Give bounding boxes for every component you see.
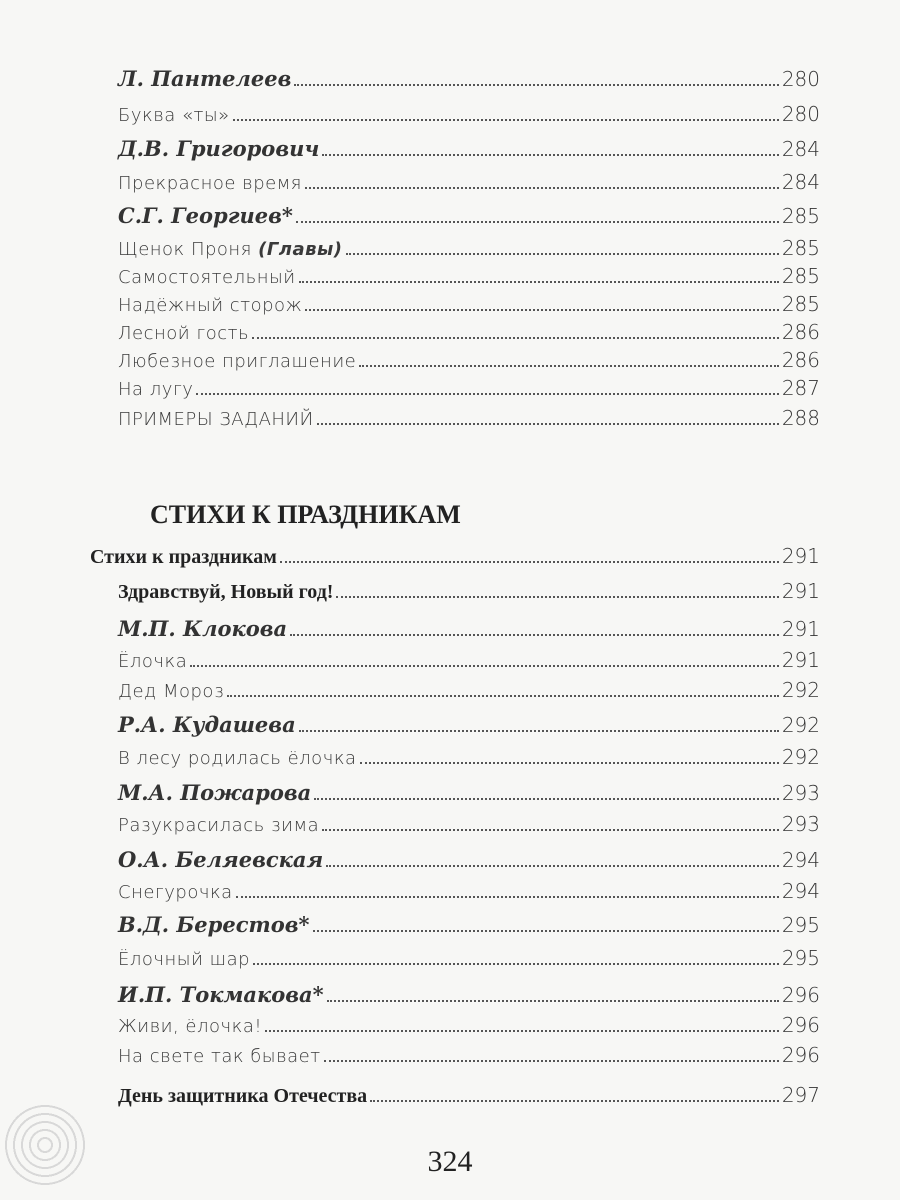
entry-page-number: 287 [781, 376, 820, 400]
entry-page-number: 295 [781, 913, 820, 937]
entry-title-text: Дед Мороз [118, 681, 225, 702]
entry-title-text: В.Д. Берестов* [118, 912, 310, 937]
entry-title [118, 778, 311, 808]
toc-entry-item [118, 809, 820, 839]
entry-title-text: На лугу [118, 379, 194, 400]
toc-entry-section [118, 1080, 820, 1110]
section-heading: СТИХИ К ПРАЗДНИКАМ [150, 500, 461, 529]
toc-entry-item [118, 261, 820, 291]
toc-entry-author [118, 910, 820, 940]
entry-title [118, 1042, 321, 1072]
toc-entry-author [118, 134, 820, 164]
toc-entry-item [118, 317, 820, 347]
toc-entry-section [118, 576, 820, 606]
entry-title-text: Ёлочный шар [118, 949, 251, 970]
entry-page-number: 294 [781, 848, 820, 872]
dot-leader [299, 281, 779, 283]
entry-page-number: 296 [781, 1013, 820, 1037]
dot-leader [314, 798, 779, 800]
entry-title [118, 1012, 262, 1042]
toc-entry-item [118, 645, 820, 675]
entry-title-text: В лесу родилась ёлочка [118, 748, 357, 769]
entry-title [118, 945, 250, 975]
toc-entry-author [118, 845, 820, 875]
entry-page-number: 294 [781, 879, 820, 903]
entry-page-number: 288 [781, 406, 820, 430]
entry-page-number: 293 [781, 812, 820, 836]
toc-entry-item [118, 403, 820, 433]
toc-entry-item [118, 345, 820, 375]
entry-title-text: Стихи к праздникам [90, 546, 277, 568]
dot-leader [359, 365, 779, 367]
entry-title [118, 910, 310, 940]
toc-entry-item [118, 943, 820, 973]
entry-page-number: 280 [781, 67, 820, 91]
entry-title-text: М.А. Пожарова [118, 780, 312, 805]
toc-entry-section-top [90, 541, 820, 571]
entry-title-text: И.П. Токмакова* [118, 982, 324, 1007]
dot-leader [322, 829, 779, 831]
entry-title-text: Д.В. Григорович [118, 136, 320, 161]
entry-page-number: 295 [781, 946, 820, 970]
entry-title [118, 647, 187, 677]
dot-leader [324, 1060, 779, 1062]
entry-page-number: 286 [781, 320, 820, 344]
toc-entry-item [118, 876, 820, 906]
toc-entry-item [118, 167, 820, 197]
entry-title-text: ПРИМЕРЫ ЗАДАНИЙ [118, 409, 314, 430]
toc-entry-item [118, 233, 820, 263]
entry-title-text: Буква «ты» [118, 105, 230, 126]
entry-title [90, 542, 277, 572]
dot-leader [190, 665, 779, 667]
entry-title [118, 577, 333, 607]
entry-title [118, 134, 319, 164]
entry-title-text: Прекрасное время [118, 173, 302, 194]
dot-leader [299, 730, 779, 732]
entry-title-text: С.Г. Георгиев* [118, 203, 293, 228]
dot-leader [360, 762, 779, 764]
entry-page-number: 284 [781, 137, 820, 161]
dot-leader [326, 865, 779, 867]
entry-title [118, 710, 296, 740]
entry-page-number: 291 [781, 579, 820, 603]
dot-leader [313, 930, 779, 932]
entry-title [118, 1081, 367, 1111]
entry-page-number: 296 [781, 1043, 820, 1067]
entry-title [118, 744, 357, 774]
toc-entry-author [118, 64, 820, 94]
dot-leader [317, 423, 779, 425]
entry-page-number: 291 [781, 617, 820, 641]
entry-page-number: 280 [781, 102, 820, 126]
entry-title-text: Ёлочка [118, 651, 188, 672]
toc-entry-item [118, 675, 820, 705]
entry-page-number: 296 [781, 983, 820, 1007]
entry-title [118, 375, 193, 405]
dot-leader [327, 1000, 779, 1002]
entry-title-text: День защитника Отечества [118, 1085, 368, 1107]
entry-page-number: 297 [781, 1083, 820, 1107]
entry-title-text: Снегурочка [118, 882, 233, 903]
entry-title [118, 101, 230, 131]
entry-title [118, 614, 287, 644]
toc-entry-item [118, 289, 820, 319]
entry-page-number: 292 [781, 713, 820, 737]
entry-title-text: О.А. Беляевская [118, 847, 324, 872]
entry-title [118, 677, 224, 707]
dot-leader [233, 119, 779, 121]
entry-page-number: 286 [781, 348, 820, 372]
entry-title-text: Разукрасилась зима [118, 815, 320, 836]
dot-leader [227, 695, 779, 697]
entry-title [118, 405, 314, 435]
entry-title [118, 169, 302, 199]
entry-title-text: Любезное приглашение [118, 351, 357, 372]
entry-page-number: 291 [781, 648, 820, 672]
entry-title-text: Л. Пантелеев [118, 66, 292, 91]
dot-leader [265, 1030, 779, 1032]
entry-title-text: М.П. Клокова [118, 616, 288, 641]
dot-leader [305, 309, 778, 311]
entry-title-text: Щенок Проня [118, 239, 252, 260]
dot-leader [280, 561, 779, 563]
entry-page-number: 285 [781, 204, 820, 228]
entry-title [118, 845, 323, 875]
dot-leader [296, 221, 779, 223]
entry-title-text: Р.А. Кудашева [118, 712, 296, 737]
dot-leader [322, 154, 778, 156]
toc-entry-item [118, 99, 820, 129]
toc-entry-item [118, 742, 820, 772]
dot-leader [294, 84, 778, 86]
toc-entry-author [118, 980, 820, 1010]
entry-note: (Главы) [258, 239, 343, 260]
entry-page-number: 285 [781, 236, 820, 260]
entry-title-text: Самостоятельный [118, 267, 296, 288]
dot-leader [253, 963, 779, 965]
entry-title-text: На свете так бывает [118, 1046, 321, 1067]
entry-page-number: 292 [781, 678, 820, 702]
toc-entry-author [118, 710, 820, 740]
toc-entry-item [118, 1040, 820, 1070]
dot-leader [370, 1100, 779, 1102]
dot-leader [290, 634, 779, 636]
entry-title [118, 980, 324, 1010]
dot-leader [305, 187, 779, 189]
entry-title [118, 64, 291, 94]
toc-entry-author [118, 778, 820, 808]
entry-title-text: Живи, ёлочка! [118, 1016, 263, 1037]
dot-leader [252, 337, 779, 339]
toc-entry-author [118, 201, 820, 231]
toc-entry-item [118, 1010, 820, 1040]
dot-leader [346, 253, 779, 255]
entry-title-text: Надёжный сторож [118, 295, 303, 316]
dot-leader [336, 596, 778, 598]
dot-leader [196, 393, 778, 395]
entry-page-number: 292 [781, 745, 820, 769]
entry-page-number: 291 [781, 544, 820, 568]
entry-title-text: Лесной гость [118, 323, 250, 344]
entry-page-number: 284 [781, 170, 820, 194]
dot-leader [236, 896, 779, 898]
entry-title [118, 201, 293, 231]
toc-entry-item [118, 373, 820, 403]
entry-title [118, 811, 319, 841]
entry-page-number: 293 [781, 781, 820, 805]
toc-entry-author [118, 614, 820, 644]
entry-title [118, 878, 233, 908]
page-number: 324 [427, 1145, 473, 1178]
entry-title-text: Здравствуй, Новый год! [118, 581, 334, 603]
entry-page-number: 285 [781, 264, 820, 288]
entry-page-number: 285 [781, 292, 820, 316]
